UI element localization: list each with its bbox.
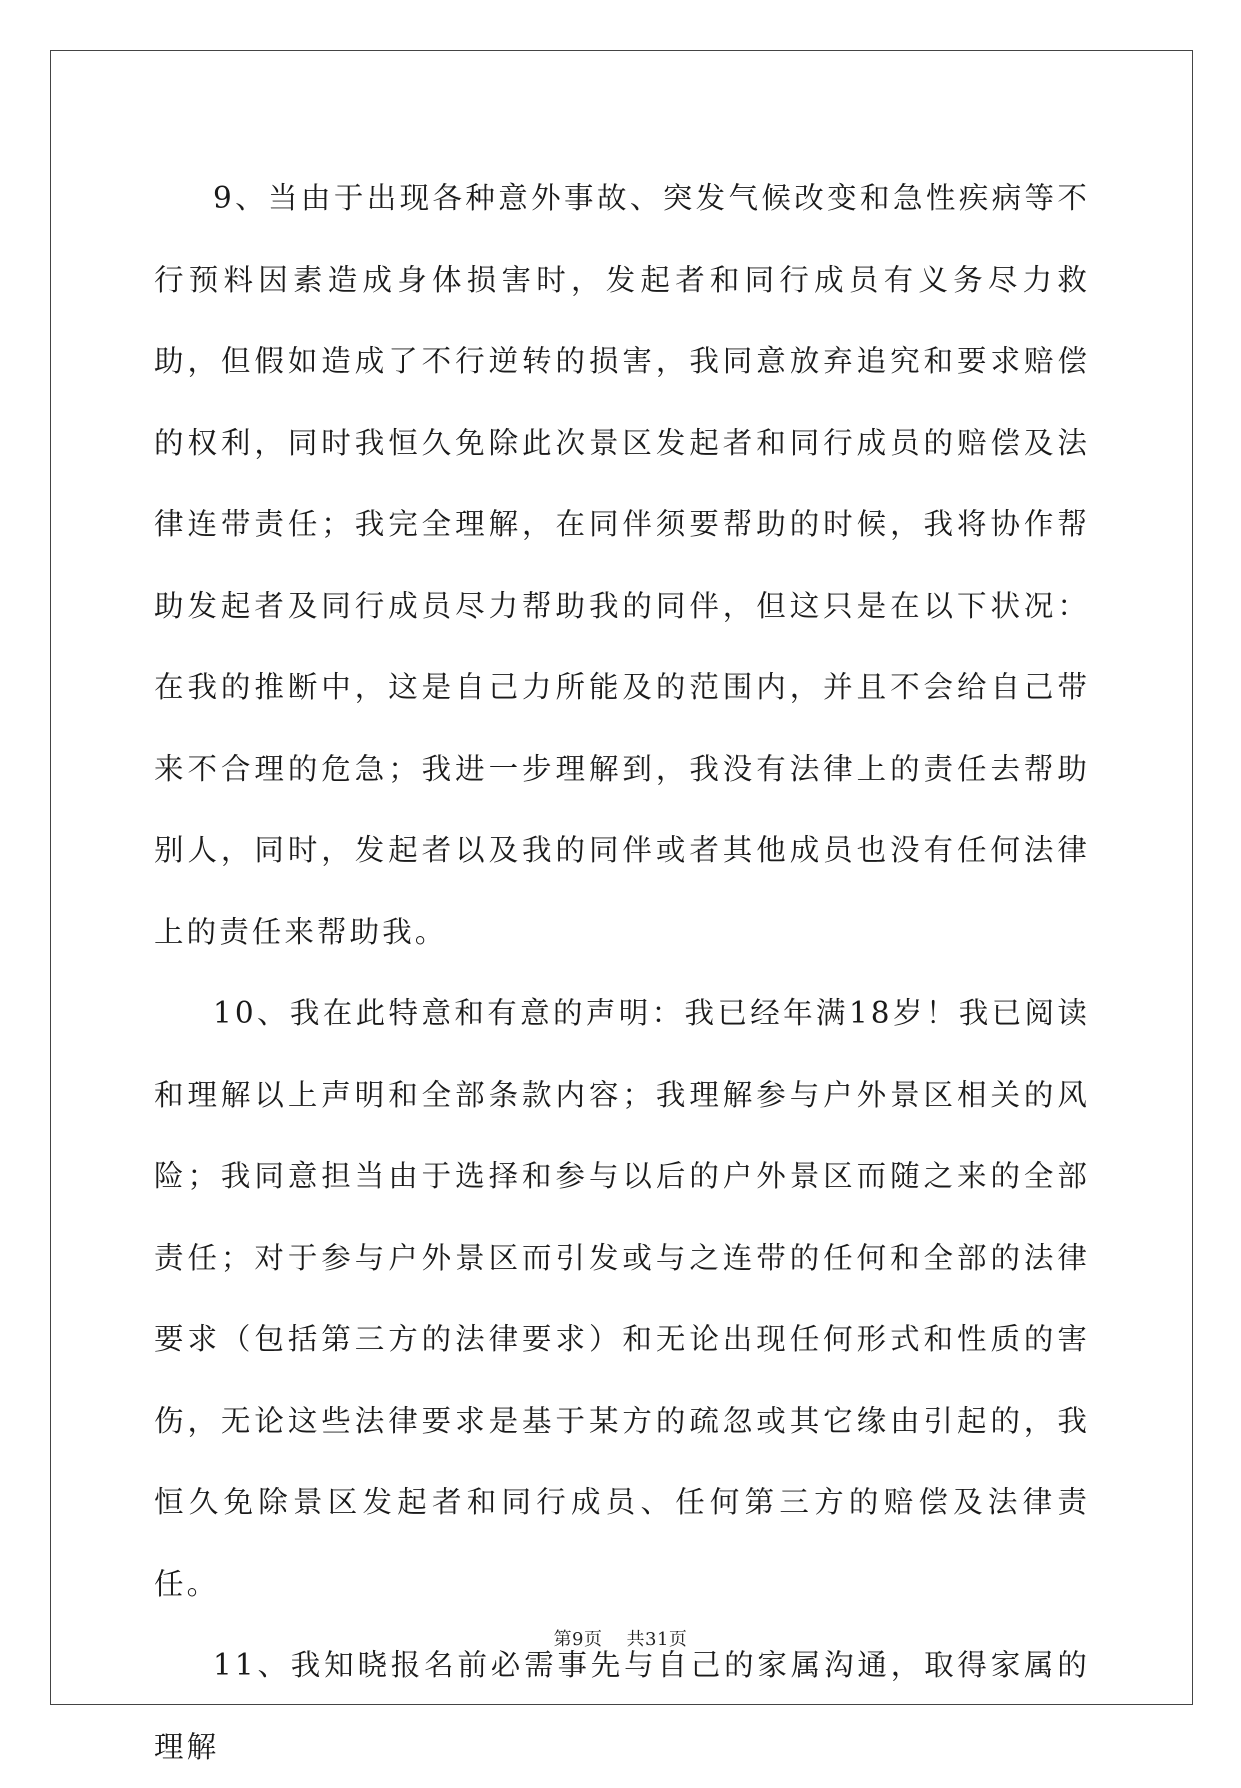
paragraph-10: 10、我在此特意和有意的声明：我已经年满18岁！我已阅读和理解以上声明和全部条款内容；我理解参与户外景区相关的风险；我同意担当由于选择和参与以后的户外景区而随之来的全部责任；对于参与户外景区而引发或与之连带的任何和全部的法律要求（包括第三方的法律要求）和无论出现任何形式和性质的害伤，无论这些法律要求是基于某方的疏忽或其它缘由引起的，我恒久免除景区发起者和同行成员、任何第三方的赔偿及法律责任。: [154, 996, 1090, 1601]
page-footer: [0, 1625, 1241, 1651]
total-pages: 共31页: [626, 1629, 688, 1650]
paragraph-9: 9、当由于出现各种意外事故、突发气候改变和急性疾病等不行预料因素造成身体损害时，发起者和同行成员有义务尽力救助，但假如造成了不行逆转的损害，我同意放弃追究和要求赔偿的权利，同时我恒久免除此次景区发起者和同行成员的赔偿及法律连带责任；我完全理解，在同伴须要帮助的时候，我将协作帮助发起者及同行成员尽力帮助我的同伴，但这只是在以下状况：在我的推断中，这是自己力所能及的范围内，并且不会给自己带来不合理的危急；我进一步理解到，我没有法律上的责任去帮助别人，同时，发起者以及我的同伴或者其他成员也没有任何法律上的责任来帮助我。: [154, 181, 1090, 949]
document-body: [154, 158, 1090, 1788]
current-page-number: 第9页: [553, 1629, 603, 1650]
paragraph-11: 11、我知晓报名前必需事先与自己的家属沟通，取得家属的理解: [154, 1648, 1090, 1764]
